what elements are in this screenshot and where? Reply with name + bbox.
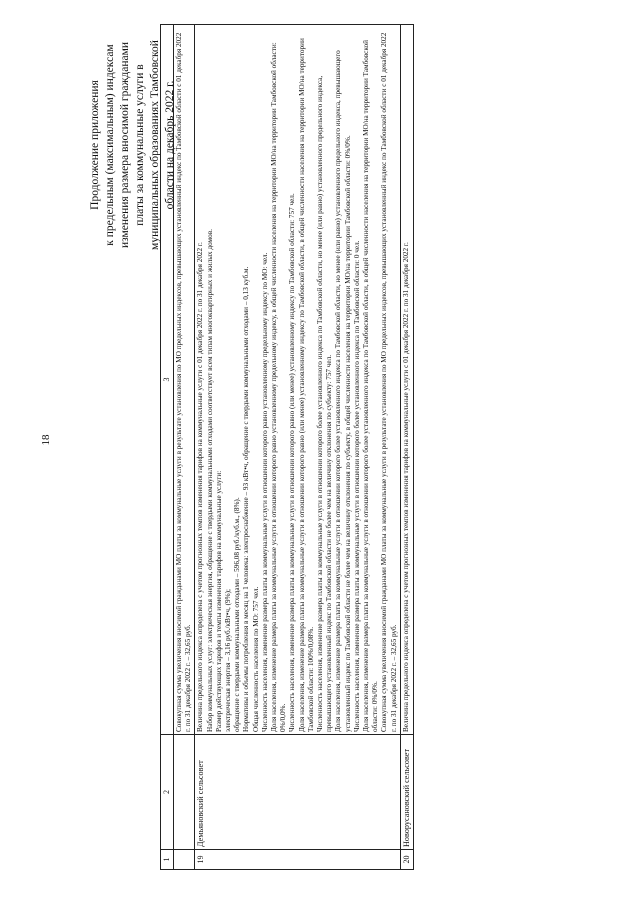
column-header: 2	[161, 735, 174, 850]
row-number: 19	[195, 850, 400, 870]
title-line: изменения размера вносимой гражданами	[119, 41, 131, 249]
title-line: муниципальных образованиях Тамбовской	[149, 40, 161, 250]
description-line: Величина предельного индекса определена с учетом прогнозных темпов изменения тарифов на коммунальные услуги с 01 декабря 2022 г. по 31 декабря 2022 г.	[401, 242, 410, 732]
page-number: 18	[40, 434, 52, 446]
row-number: 20	[400, 850, 413, 870]
description-line: Доля населения, изменение размера платы за коммунальные услуги в отношении которого более установленного индекса по Тамбовской области, в общей численности населения на территории МО/на территории Тамбовской области: 0%/0%.	[362, 40, 380, 732]
description-line: Размер действующих тарифов и темпы изменения тарифов на коммунальные услуги:	[214, 470, 223, 732]
description-line: Численность населения, изменение размера платы за коммунальные услуги в отношении которого равно (или менее) установленному индексу по Тамбовской области: 757 чел.	[288, 193, 297, 732]
description-line: Доля населения, изменение размера платы за коммунальные услуги в отношении которого более установленного индекса по Тамбовской области, но менее (или равно) установленного предельного индекса, превышающего установленный индекс по Тамбовской области не более чем на величину отклонения по субъекту, в общей численности населения на территории МО/на территории Тамбовской области: 0%/0%.	[334, 50, 352, 732]
municipality-name: Демьяновский сельсовет	[195, 735, 400, 850]
description-line: Совокупная сумма увеличения вносимой гражданами МО платы за коммунальные услуги в результате установления по МО предельных индексов, превышающих установленный индекс по Тамбовской области с 01 декабря 2022 г. по 31 декабря 2022 г. – 32,65 руб.	[380, 32, 398, 732]
description-line: электрическая энергия – 3,16 руб./кВт•ч, (9%);	[224, 589, 233, 732]
municipality-name: Новорусановский сельсовет	[400, 735, 413, 850]
title-line: к предельным (максимальным) индексам	[104, 44, 116, 246]
description-line: Численность населения, изменение размера платы за коммунальные услуги в отношении которого более установленного индекса по Тамбовской области: 0 чел.	[352, 240, 361, 732]
table-row	[174, 25, 195, 870]
description-line: Доля населения, изменение размера платы за коммунальные услуги в отношении которого равно установленному предельному индексу, в общей численности населения на территории МО/на территории Тамбовской области: 0%/0,0%.	[270, 42, 288, 732]
title-line: области на декабрь 2022 г.	[164, 80, 176, 210]
description-line: Нормативы и объемы потребления в месяц на 1 человека: электроснабжение – 93 кВт•ч, обращение с твердыми коммунальными отходами – 0,13 куб.м.	[242, 266, 251, 732]
table-header-row	[161, 25, 174, 870]
description-line: Набор коммунальных услуг: электрическая энергия, обращение с твердыми коммунальными отходами соответствует всем типам многоквартирных и жилых домов.	[205, 229, 214, 732]
description-line: Общая численность населения по МО: 757 чел.	[251, 586, 260, 732]
description-line: Величина предельного индекса определена с учетом прогнозных темпов изменения тарифов на коммунальные услуги с 01 декабря 2022 г. по 31 декабря 2022 г.	[196, 242, 205, 732]
rotated-page	[20, 15, 620, 880]
table-row	[195, 25, 400, 870]
title-line: Продолжение приложения	[89, 80, 101, 210]
title-line: платы за коммунальные услуги в	[134, 64, 146, 226]
indices-table	[160, 24, 414, 870]
description-line: Доля населения, изменение размера платы за коммунальные услуги в отношении которого равно (или менее) установленному индексу по Тамбовской области, в общей численности населения на территории МО/на территории Тамбовской области: 100%/0,08%.	[297, 38, 315, 732]
description-line: обращение с твердыми коммунальными отходами – 596,08 руб./куб.м., (8%).	[233, 497, 242, 732]
description-line: Численность населения, изменение размера платы за коммунальные услуги в отношении которого более установленного индекса по Тамбовской области, но менее (или равно) установленного предельного индекса, превышающего установленный индекс по Тамбовской области не более чем на величину отклонения по субъекту: 757 чел.	[316, 75, 334, 732]
description-line: Численность населения, изменение размера платы за коммунальные услуги в отношении которого равно установленному предельному индексу по МО: чел.	[260, 252, 269, 732]
description-cell	[195, 25, 400, 735]
table-row	[400, 25, 413, 870]
description-cell	[400, 25, 413, 735]
continuation-cell: Совокупная сумма увеличения вносимой гражданами МО платы за коммунальные услуги в результате установления по МО предельных индексов, превышающих установленный индекс по Тамбовской области с 01 декабря 2022 г. по 31 декабря 2022 г. – 32,65 руб.	[174, 25, 195, 735]
column-header: 1	[161, 850, 174, 870]
column-header: 3	[161, 25, 174, 735]
